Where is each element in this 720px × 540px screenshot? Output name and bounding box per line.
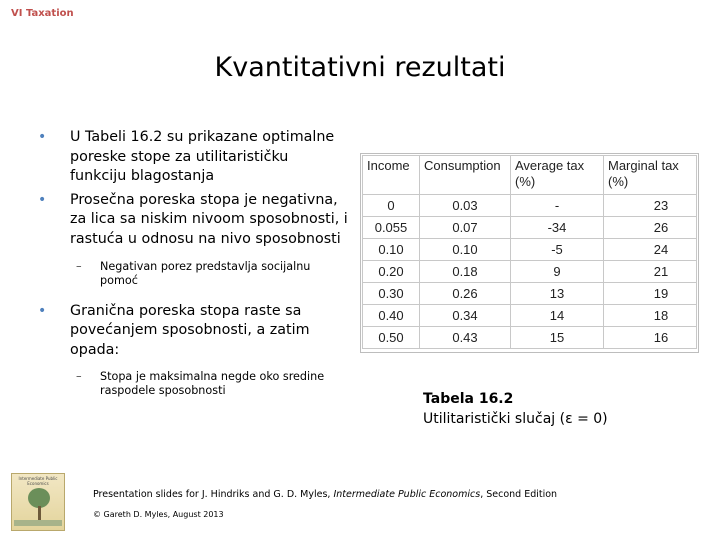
bullet-item bbox=[38, 302, 348, 361]
copyright-line: © Gareth D. Myles, August 2013 bbox=[93, 510, 224, 519]
cell-consumption: 0.10 bbox=[420, 239, 511, 261]
cell-marginal-tax: 23 bbox=[604, 195, 697, 217]
cell-average-tax: 14 bbox=[511, 305, 604, 327]
bullet-text: Prosečna poreska stopa je negativna, za lica sa niskim nivoom sposobnosti, i rastuća u odnosu na nivo sposobnosti bbox=[70, 191, 348, 247]
cell-consumption: 0.43 bbox=[420, 327, 511, 349]
cell-income: 0.055 bbox=[363, 217, 420, 239]
table-row bbox=[363, 305, 697, 327]
cell-consumption: 0.26 bbox=[420, 283, 511, 305]
table-row bbox=[363, 239, 697, 261]
column-header-average-tax: Average tax (%) bbox=[511, 156, 604, 195]
book-cover-thumbnail bbox=[11, 473, 65, 531]
cell-average-tax: -34 bbox=[511, 217, 604, 239]
cell-average-tax: 15 bbox=[511, 327, 604, 349]
cell-marginal-tax: 18 bbox=[604, 305, 697, 327]
column-header-marginal-tax: Marginal tax (%) bbox=[604, 156, 697, 195]
cell-income: 0 bbox=[363, 195, 420, 217]
slide-title: Kvantitativni rezultati bbox=[214, 52, 506, 83]
book-cover-title: Intermediate Public Economics bbox=[18, 476, 58, 486]
section-tag: VI Taxation bbox=[11, 8, 74, 19]
sub-bullet-text: Stopa je maksimalna negde oko sredine raspodele sposobnosti bbox=[100, 370, 325, 398]
cell-marginal-tax: 19 bbox=[604, 283, 697, 305]
cell-marginal-tax: 26 bbox=[604, 217, 697, 239]
cell-consumption: 0.18 bbox=[420, 261, 511, 283]
bullet-item bbox=[38, 191, 348, 250]
table-header-row bbox=[363, 156, 697, 195]
credit-line bbox=[93, 489, 557, 500]
cell-marginal-tax: 24 bbox=[604, 239, 697, 261]
footer-credit bbox=[93, 489, 557, 519]
bullet-marker: • bbox=[38, 302, 47, 319]
cell-marginal-tax: 21 bbox=[604, 261, 697, 283]
cell-average-tax: 13 bbox=[511, 283, 604, 305]
tax-table bbox=[362, 155, 697, 349]
cell-average-tax: - bbox=[511, 195, 604, 217]
cell-consumption: 0.34 bbox=[420, 305, 511, 327]
bullet-marker: • bbox=[38, 129, 47, 145]
sub-bullet-item bbox=[38, 370, 348, 398]
caption-title: Tabela 16.2 bbox=[423, 391, 514, 407]
cell-marginal-tax: 16 bbox=[604, 327, 697, 349]
table-caption bbox=[423, 389, 608, 429]
cell-average-tax: -5 bbox=[511, 239, 604, 261]
sub-bullet-marker: – bbox=[76, 259, 82, 273]
bullet-marker: • bbox=[38, 191, 47, 208]
bullet-list bbox=[38, 128, 348, 412]
credit-book-title: Intermediate Public Economics bbox=[333, 489, 481, 500]
tax-table-frame bbox=[360, 153, 699, 353]
bullet-item bbox=[38, 128, 348, 187]
credit-prefix: Presentation slides for J. Hindriks and G. D. Myles, bbox=[93, 489, 334, 500]
table-row bbox=[363, 195, 697, 217]
cell-consumption: 0.07 bbox=[420, 217, 511, 239]
caption-subtitle: Utilitaristički slučaj (ε = 0) bbox=[423, 411, 608, 427]
credit-suffix: , Second Edition bbox=[480, 489, 558, 500]
table-row bbox=[363, 261, 697, 283]
column-header-income: Income bbox=[363, 156, 420, 195]
ground-illustration bbox=[14, 520, 62, 526]
sub-bullet-item bbox=[38, 260, 348, 288]
sub-bullet-text: Negativan porez predstavlja socijalnu pomoć bbox=[100, 259, 311, 287]
bullet-text: Granična poreska stopa raste sa povećanjem sposobnosti, a zatim opada: bbox=[70, 302, 310, 358]
cell-income: 0.30 bbox=[363, 283, 420, 305]
column-header-consumption: Consumption bbox=[420, 156, 511, 195]
cell-average-tax: 9 bbox=[511, 261, 604, 283]
cell-income: 0.10 bbox=[363, 239, 420, 261]
cell-income: 0.40 bbox=[363, 305, 420, 327]
tree-trunk bbox=[38, 506, 41, 520]
cell-income: 0.50 bbox=[363, 327, 420, 349]
table-row bbox=[363, 327, 697, 349]
table-row bbox=[363, 283, 697, 305]
cell-income: 0.20 bbox=[363, 261, 420, 283]
tree-illustration bbox=[28, 488, 50, 508]
sub-bullet-marker: – bbox=[76, 370, 82, 384]
cell-consumption: 0.03 bbox=[420, 195, 511, 217]
bullet-text: U Tabeli 16.2 su prikazane optimalne poreske stope za utilitarističku funkciju blagostanja bbox=[70, 129, 335, 185]
table-row bbox=[363, 217, 697, 239]
